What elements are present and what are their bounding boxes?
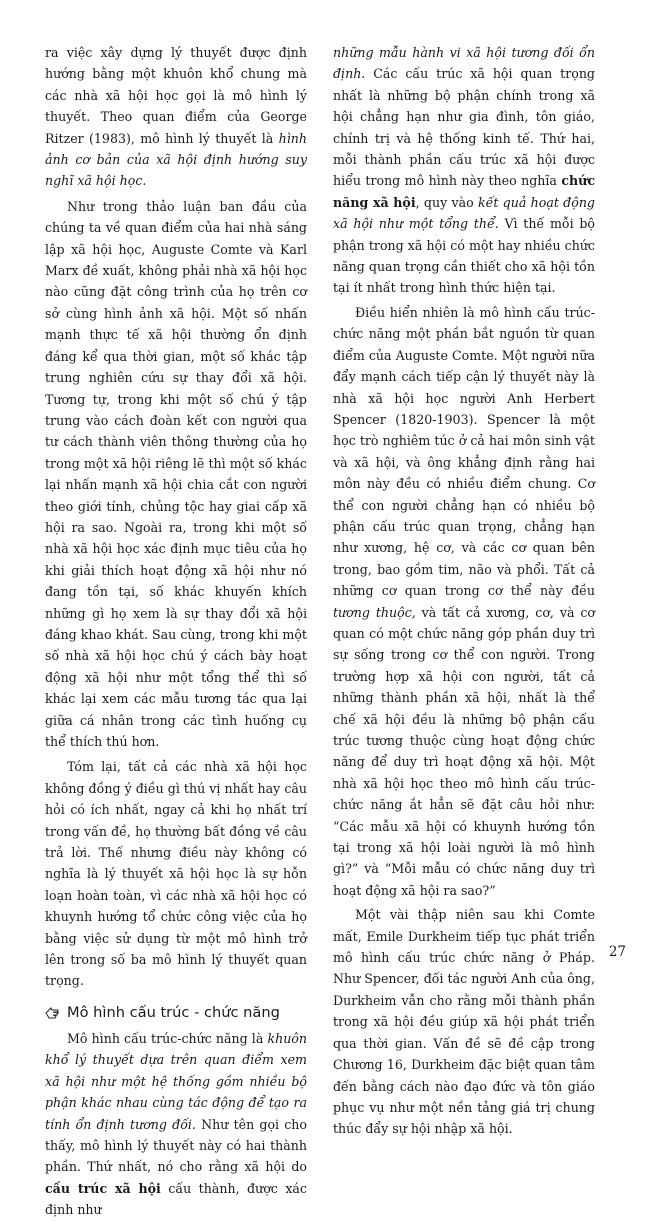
section-heading <box>45 1002 307 1024</box>
bold-term: cấu trúc xã hội <box>45 1180 161 1196</box>
paragraph-social-structure <box>333 42 595 299</box>
italic-definition: kết quả hoạt động xã hội như một tổng thể. <box>333 194 595 232</box>
paragraph-text: ra việc xây dựng lý thuyết được định hướng bằng một khuôn khổ chung mà các nhà xã hội học gọi là mô hình lý thuyết. Theo quan điểm của George Ritzer (1983), mô hình lý thuyết là <box>45 45 307 146</box>
paragraph-text: và tất cả xương, cơ, và cơ quan có một chức năng góp phần duy trì sự sống trong cơ thể con người. Trong trường hợp xã hội con người, tất cả những thành phần xã hội, nhất là thể chế xã hội đều là những bộ phận cấu trúc tương thuộc cùng hoạt động chức năng để duy trì hoạt động xã hội. Một nhà xã hội học theo mô hình cấu trúc-chức năng ắt hẳn sẽ đặt câu hỏi như: “Các mẫu xã hội có khuynh hướng tồn tại trong xã hội loài người là mô hình gì?” và “Mỗi mẫu có chức năng duy trì hoạt động xã hội ra sao?” <box>333 604 595 898</box>
paragraph-text: Vì thế mỗi bộ phận trong xã hội có một hay nhiều chức năng quan trọng cần thiết cho xã hội tồn tại ít nhất trong hình thức hiện tại. <box>333 216 595 296</box>
paragraph-spencer <box>333 302 595 901</box>
paragraph-text: cấu thành, được xác định như <box>45 1180 307 1218</box>
italic-definition: khuôn khổ lý thuyết dựa trên quan điểm xem xã hội như một hệ thống gồm nhiều bộ phận khác nhau cùng tác động để tạo ra tính ổn định tương đối. <box>45 1030 307 1132</box>
paragraph-founders: Như trong thảo luận ban đầu của chúng ta về quan điểm của hai nhà sáng lập xã hội học, Auguste Comte và Karl Marx đề xuất, không phải nhà xã hội học nào cũng đặt công trình của họ trên cơ sở cùng hình ảnh xã hội. Một số nhấn mạnh thực tế xã hội thường ổn định đáng kể qua thời gian, một số khác tập trung nghiên cứu sự thay đổi xã hội. Tương tự, trong khi một số chú ý tập trung vào cách đoàn kết con người qua tư cách thành viên thông thường của họ trong một xã hội riêng lẽ thì một số khác lại nhấn mạnh xã hội chia cắt con người theo giới tính, chủng tộc hay giai cấp xã hội ra sao. Ngoài ra, trong khi một số nhà xã hội học xác định mục tiêu của họ khi giải thích hoạt động xã hội như nó đang tồn tại, số khác khuyến khích những gì họ xem là sự thay đổi xã hội đáng khao khát. Sau cùng, trong khi một số nhà xã hội học chú ý cách bày hoạt động xã hội như một tổng thể thì số khác lại xem các mẫu tương tác qua lại giữa cá nhân trong các tình huống cụ thể thích thú hơn. <box>45 198 307 749</box>
paragraph-text: Điều hiển nhiên là mô hình cấu trúc-chức năng một phần bắt nguồn từ quan điểm của Auguste Comte. Một người nữa đẩy mạnh cách tiếp cận lý thuyết này là nhà xã hội học người Anh Herbert Spencer (1820-1903). Spencer là một học trò nghiêm túc ở cả hai môn sinh vật và xã hội, và ông khẳng định rằng hai môn này đều có nhiều điểm chung. Cơ thể con người chẳng hạn có nhiều bộ phận cấu trúc quan trọng, chẳng hạn như xương, hệ cơ, và các cơ quan bên trong, bao gồm tim, não và phổi. Tất cả những cơ quan trong cơ thể này đều <box>333 304 595 599</box>
hand-pointer-icon <box>45 1006 59 1020</box>
bold-term: chức năng xã hội <box>333 173 595 210</box>
paragraph-text: , quy vào <box>415 194 478 210</box>
paragraph-summary: Tóm lại, tất cả các nhà xã hội học không đồng ý điều gì thú vị nhất hay câu hỏi có ích nhất, ngay cả khi họ nhất trí trong vấn đề, họ thường bất đồng về câu trả lời. Thế nhưng điều này không có nghĩa là lý thuyết xã hội học là sự hỗn loạn hoàn toàn, vì các nhà xã hội học có khuynh hướng tổ chức công việc của họ bằng việc sử dụng từ một mô hình trở lên trong số ba mô hình lý thuyết quan trọng. <box>45 759 307 989</box>
paragraph-text: Mô hình cấu trúc-chức năng là <box>67 1030 268 1046</box>
page-number: 27 <box>608 944 626 960</box>
paragraph-structural-functional <box>45 1028 307 1221</box>
left-column <box>45 42 307 1221</box>
paragraph-ritzer <box>45 42 307 192</box>
paragraph-durkheim: Một vài thập niên sau khi Comte mất, Emile Durkheim tiếp tục phát triển mô hình cấu trúc chức năng ở Pháp. Như Spencer, đối tác người Anh của ông, Durkheim vẫn cho rằng mỗi thành phần trong xã hội đều giúp xã hội phát triển qua thời gian. Vấn đề sẽ đề cập trong Chương 16, Durkheim đặc biệt quan tâm đến bằng cách nào đạo đức và tôn giáo phục vụ như một nền tảng giá trị chung thúc đẩy sự hội nhập xã hội. <box>333 907 595 1137</box>
paragraph-text: Các cấu trúc xã hội quan trọng nhất là những bộ phận chính trong xã hội chẳng hạn như gia đình, tôn giáo, chính trị và hệ thống kinh tế. Thứ hai, mỗi thành phần cấu trúc xã hội được hiểu trong mô hình này theo nghĩa <box>333 66 595 189</box>
section-heading-text: Mô hình cấu trúc - chức năng <box>67 1003 280 1021</box>
italic-definition: những mẫu hành vi xã hội tương đối ổn định. <box>333 45 595 82</box>
paragraph-text: Như tên gọi cho thấy, mô hình lý thuyết này có hai thành phần. Thứ nhất, nó cho rằng xã hội do <box>45 1116 307 1175</box>
italic-definition: hình ảnh cơ bản của xã hội định hướng suy nghĩ xã hội học. <box>45 130 307 189</box>
right-column <box>333 42 595 1140</box>
italic-term: tương thuộc, <box>333 604 416 620</box>
